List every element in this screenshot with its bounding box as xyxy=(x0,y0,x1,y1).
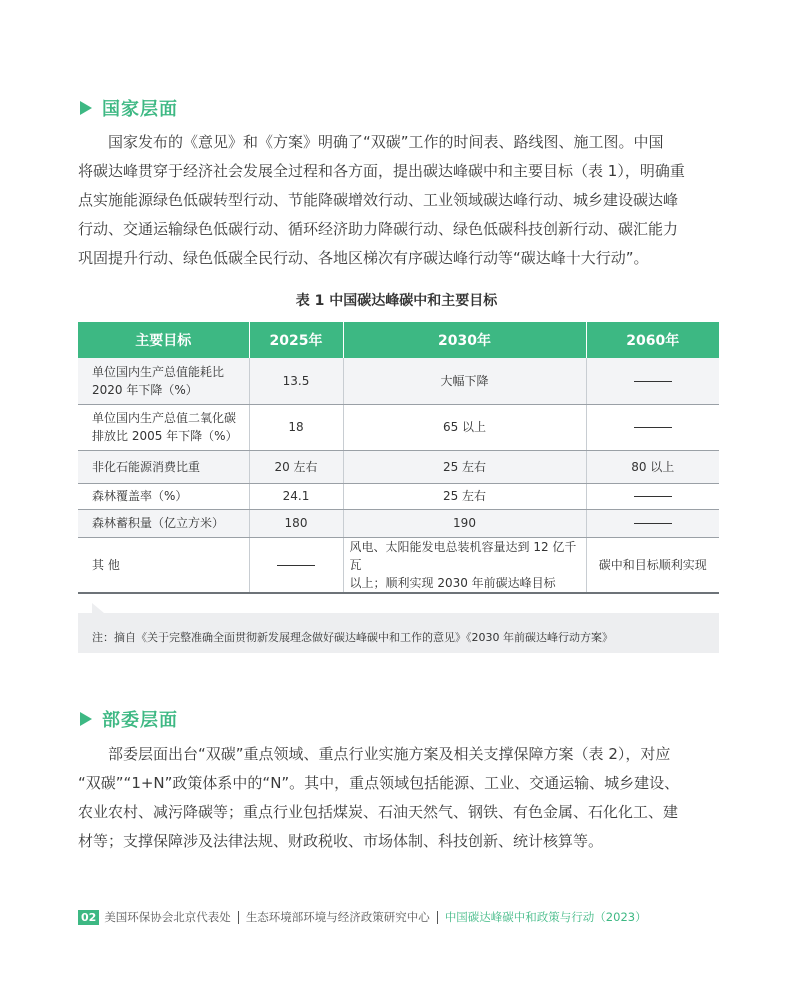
header-cell: 2060年 xyxy=(586,322,719,358)
value-cell: 24.1 xyxy=(249,483,343,509)
text-line: 农业农村、减污降碳等；重点行业包括煤炭、石油天然气、钢铁、有色金属、石化化工、建 xyxy=(78,803,679,821)
triangle-bullet-icon xyxy=(80,101,92,115)
header-cell: 2030年 xyxy=(343,322,586,358)
value-cell: 80 以上 xyxy=(586,450,719,483)
value-cell: 65 以上 xyxy=(343,404,586,450)
value-cell: 20 左右 xyxy=(249,450,343,483)
text-line: 国家发布的《意见》和《方案》明确了“双碳”工作的时间表、路线图、施工图。中国 xyxy=(108,133,664,151)
table-row xyxy=(78,404,719,450)
value-cell xyxy=(249,537,343,593)
table-title: 表 1 中国碳达峰碳中和主要目标 xyxy=(295,293,498,309)
targets-table xyxy=(78,322,719,594)
value-cell: 25 左右 xyxy=(343,450,586,483)
text-line: “双碳”“1+N”政策体系中的“N”。其中，重点领域包括能源、工业、交通运输、城乡建设、 xyxy=(78,774,680,792)
dash-mark xyxy=(634,523,672,524)
dash-mark xyxy=(634,381,672,382)
table-row xyxy=(78,537,719,593)
target-cell: 非化石能源消费比重 xyxy=(78,450,249,483)
paragraph-national xyxy=(78,128,718,273)
dash-mark xyxy=(634,496,672,497)
page-footer xyxy=(78,909,647,925)
value-cell: 190 xyxy=(343,509,586,537)
section-heading-ministerial xyxy=(80,706,178,732)
table-row xyxy=(78,483,719,509)
footer-org-1: 美国环保协会北京代表处 xyxy=(104,910,231,924)
value-cell: 风电、太阳能发电总装机容量达到 12 亿千瓦 以上；顺利实现 2030 年前碳达峰目标 xyxy=(343,537,586,593)
triangle-bullet-icon xyxy=(80,712,92,726)
text-line: 行动、交通运输绿色低碳行动、循环经济助力降碳行动、绿色低碳科技创新行动、碳汇能力 xyxy=(78,220,679,238)
dash-mark xyxy=(277,565,315,566)
target-cell: 森林蓄积量（亿立方米） xyxy=(78,509,249,537)
value-cell: 大幅下降 xyxy=(343,358,586,404)
value-cell xyxy=(586,509,719,537)
value-cell: 13.5 xyxy=(249,358,343,404)
value-cell: 18 xyxy=(249,404,343,450)
header-cell: 2025年 xyxy=(249,322,343,358)
table-row xyxy=(78,509,719,537)
target-cell: 单位国内生产总值二氧化碳 排放比 2005 年下降（%） xyxy=(78,404,249,450)
footer-doc-title: 中国碳达峰碳中和政策与行动（2023） xyxy=(444,910,647,924)
value-cell: 碳中和目标顺利实现 xyxy=(586,537,719,593)
header-cell: 主要目标 xyxy=(78,322,249,358)
text-line: 将碳达峰贯穿于经济社会发展全过程和各方面，提出碳达峰碳中和主要目标（表 1），明确重 xyxy=(78,162,685,180)
value-cell xyxy=(586,358,719,404)
target-cell: 其 他 xyxy=(78,537,249,593)
footer-divider xyxy=(238,911,239,924)
text-line: 部委层面出台“双碳”重点领域、重点行业实施方案及相关支撑保障方案（表 2），对应 xyxy=(108,745,671,763)
dash-mark xyxy=(634,427,672,428)
value-cell xyxy=(586,483,719,509)
page-number: 02 xyxy=(78,910,99,925)
target-cell: 森林覆盖率（%） xyxy=(78,483,249,509)
table-note xyxy=(78,613,719,653)
text-line: 巩固提升行动、绿色低碳全民行动、各地区梯次有序碳达峰行动等“碳达峰十大行动”。 xyxy=(78,249,649,267)
table-header-row xyxy=(78,322,719,358)
section-heading-national xyxy=(80,95,178,121)
paragraph-ministerial xyxy=(78,740,718,856)
value-cell xyxy=(586,404,719,450)
value-cell: 180 xyxy=(249,509,343,537)
text-line: 点实施能源绿色低碳转型行动、节能降碳增效行动、工业领域碳达峰行动、城乡建设碳达峰 xyxy=(78,191,679,209)
value-cell: 25 左右 xyxy=(343,483,586,509)
section-title: 部委层面 xyxy=(102,710,178,731)
section-title: 国家层面 xyxy=(102,99,178,120)
text-line: 材等；支撑保障涉及法律法规、财政税收、市场体制、科技创新、统计核算等。 xyxy=(78,832,604,850)
target-cell: 单位国内生产总值能耗比 2020 年下降（%） xyxy=(78,358,249,404)
note-text: 注：摘自《关于完整准确全面贯彻新发展理念做好碳达峰碳中和工作的意见》《2030 年前碳达峰行动方案》 xyxy=(92,631,613,644)
note-notch xyxy=(92,603,104,613)
footer-org-2: 生态环境部环境与经济政策研究中心 xyxy=(245,910,430,924)
table-row xyxy=(78,450,719,483)
footer-divider xyxy=(437,911,438,924)
table-row xyxy=(78,358,719,404)
